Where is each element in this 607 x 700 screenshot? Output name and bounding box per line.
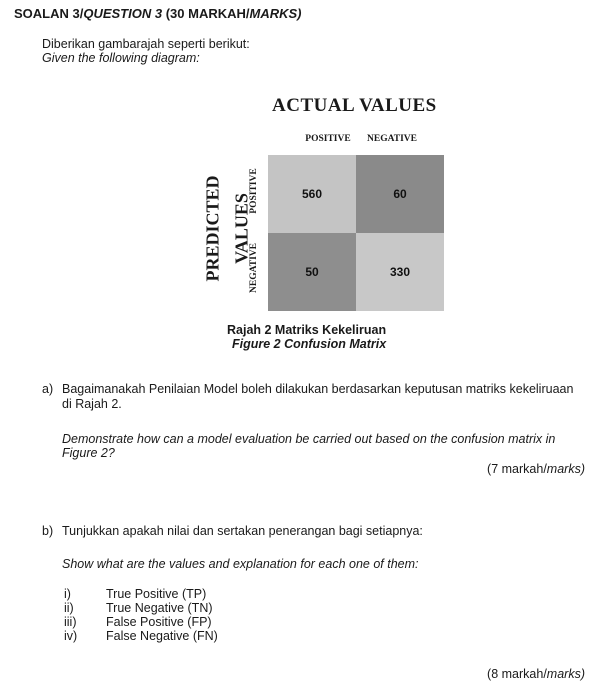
intro-english: Given the following diagram: (42, 51, 200, 65)
col-positive-label: POSITIVE (305, 134, 351, 144)
marks-label: MARKS) (249, 6, 302, 21)
caption-malay: Rajah 2 Matriks Kekeliruan (227, 323, 387, 337)
actual-values-title: ACTUAL VALUES (272, 95, 437, 116)
list-item-text: False Negative (FN) (106, 629, 218, 643)
list-item (64, 587, 206, 601)
col-negative-label: NEGATIVE (367, 134, 417, 144)
cell-true-negative: 330 (356, 233, 444, 311)
part-b-label: b) (42, 524, 54, 538)
part-a-malay-line2: di Rajah 2. (62, 397, 122, 411)
list-item-text: True Negative (TN) (106, 601, 213, 615)
soalan-label: SOALAN 3/ (14, 6, 84, 21)
row-positive-label: POSITIVE (249, 168, 259, 214)
cell-false-positive: 60 (356, 155, 444, 233)
cell-false-negative: 50 (268, 233, 356, 311)
part-a-marks-english: marks) (546, 462, 585, 476)
list-item-number: ii) (64, 601, 74, 615)
list-item-number: i) (64, 587, 71, 601)
part-b-malay: Tunjukkan apakah nilai dan sertakan penerangan bagi setiapnya: (62, 524, 423, 538)
markah-label: (30 MARKAH/ (165, 6, 250, 21)
row-negative-label: NEGATIVE (249, 243, 259, 293)
part-b-english: Show what are the values and explanation for each one of them: (62, 557, 419, 571)
part-a-marks (487, 462, 585, 476)
list-item-text: True Positive (TP) (106, 587, 207, 601)
list-item (64, 601, 213, 615)
part-a-label: a) (42, 382, 54, 396)
part-b-marks-english: marks) (546, 667, 585, 681)
question-label: QUESTION 3 (83, 6, 163, 21)
caption-english: Figure 2 Confusion Matrix (232, 337, 387, 351)
list-item-text: False Positive (FP) (106, 615, 212, 629)
cell-true-positive: 560 (268, 155, 356, 233)
list-item (64, 629, 218, 643)
part-b-marks (487, 667, 585, 681)
values-title: VALUES (231, 193, 252, 264)
list-item-number: iii) (64, 615, 77, 629)
part-a-malay-line1: Bagaimanakah Penilaian Model boleh dilakukan berdasarkan keputusan matriks kekeliruaan (62, 382, 574, 396)
part-a-marks-malay: (7 markah/ (487, 462, 547, 476)
question-header (14, 6, 302, 21)
list-item-number: iv) (64, 629, 78, 643)
predicted-title: PREDICTED (202, 175, 223, 282)
list-item (64, 615, 212, 629)
part-a-english-line1: Demonstrate how can a model evaluation be carried out based on the confusion matrix in (62, 432, 556, 446)
intro-malay: Diberikan gambarajah seperti berikut: (42, 37, 250, 51)
part-a-english-line2: Figure 2? (62, 446, 115, 460)
part-b-marks-malay: (8 markah/ (487, 667, 547, 681)
